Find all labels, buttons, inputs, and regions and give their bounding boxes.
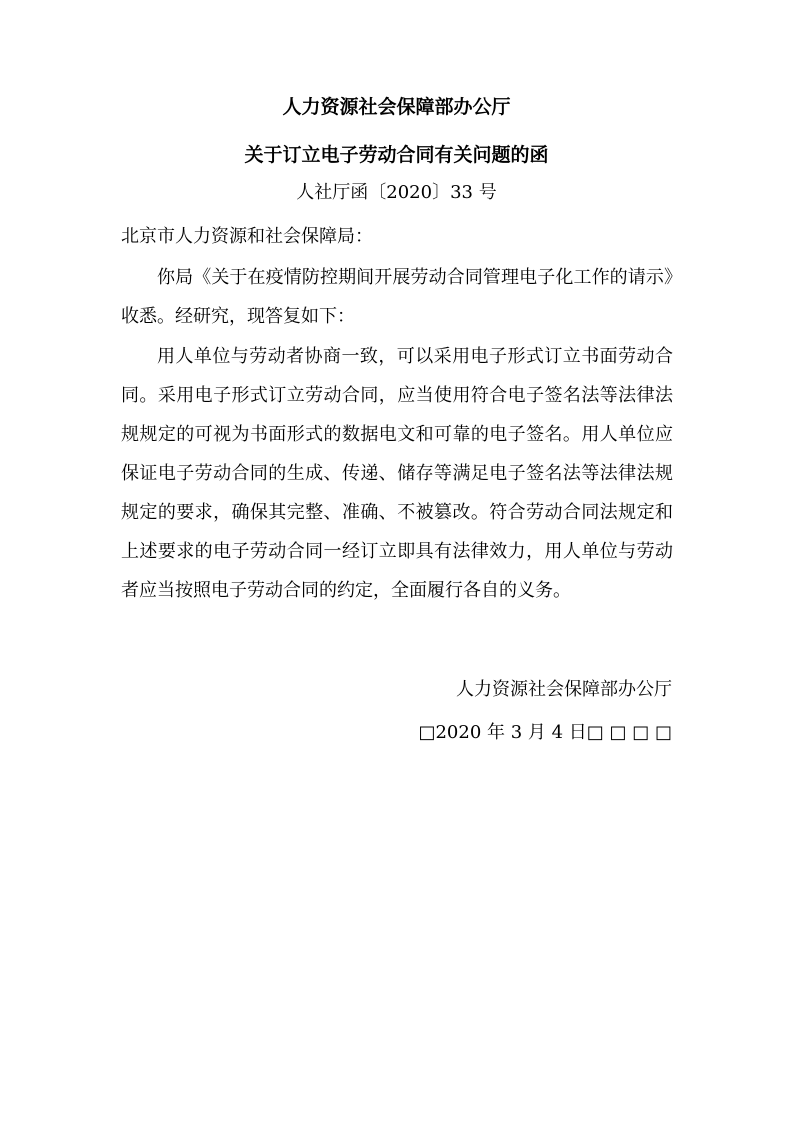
document-title: 关于订立电子劳动合同有关问题的函: [244, 144, 549, 166]
signature-organization: 人力资源社会保障部办公厅: [456, 679, 672, 700]
document-number: 人社厅函〔2020〕33 号: [296, 182, 497, 203]
body-paragraph-2: 用人单位与劳动者协商一致，可以采用电子形式订立书面劳动合同。采用电子形式订立劳动合同，应当使用符合电子签名法等法律法规规定的可视为书面形式的数据电文和可靠的电子签名。用人单位应保证电子劳动合同的生成、传递、储存等满足电子签名法等法律法规规定的要求，确保其完整、准确、不被篡改。符合劳动合同法规定和上述要求的电子劳动合同一经订立即具有法律效力，用人单位与劳动者应当按照电子劳动合同的约定，全面履行各自的义务。: [121, 346, 673, 601]
signature-date: □2020 年 3 月 4 日□ □ □ □: [418, 722, 672, 743]
recipient-salutation: 北京市人力资源和社会保障局：: [121, 226, 373, 247]
issuer-heading: 人力资源社会保障部办公厅: [282, 96, 511, 118]
body-paragraph-1: 你局《关于在疫情防控期间开展劳动合同管理电子化工作的请示》收悉。经研究，现答复如下：: [121, 267, 673, 327]
